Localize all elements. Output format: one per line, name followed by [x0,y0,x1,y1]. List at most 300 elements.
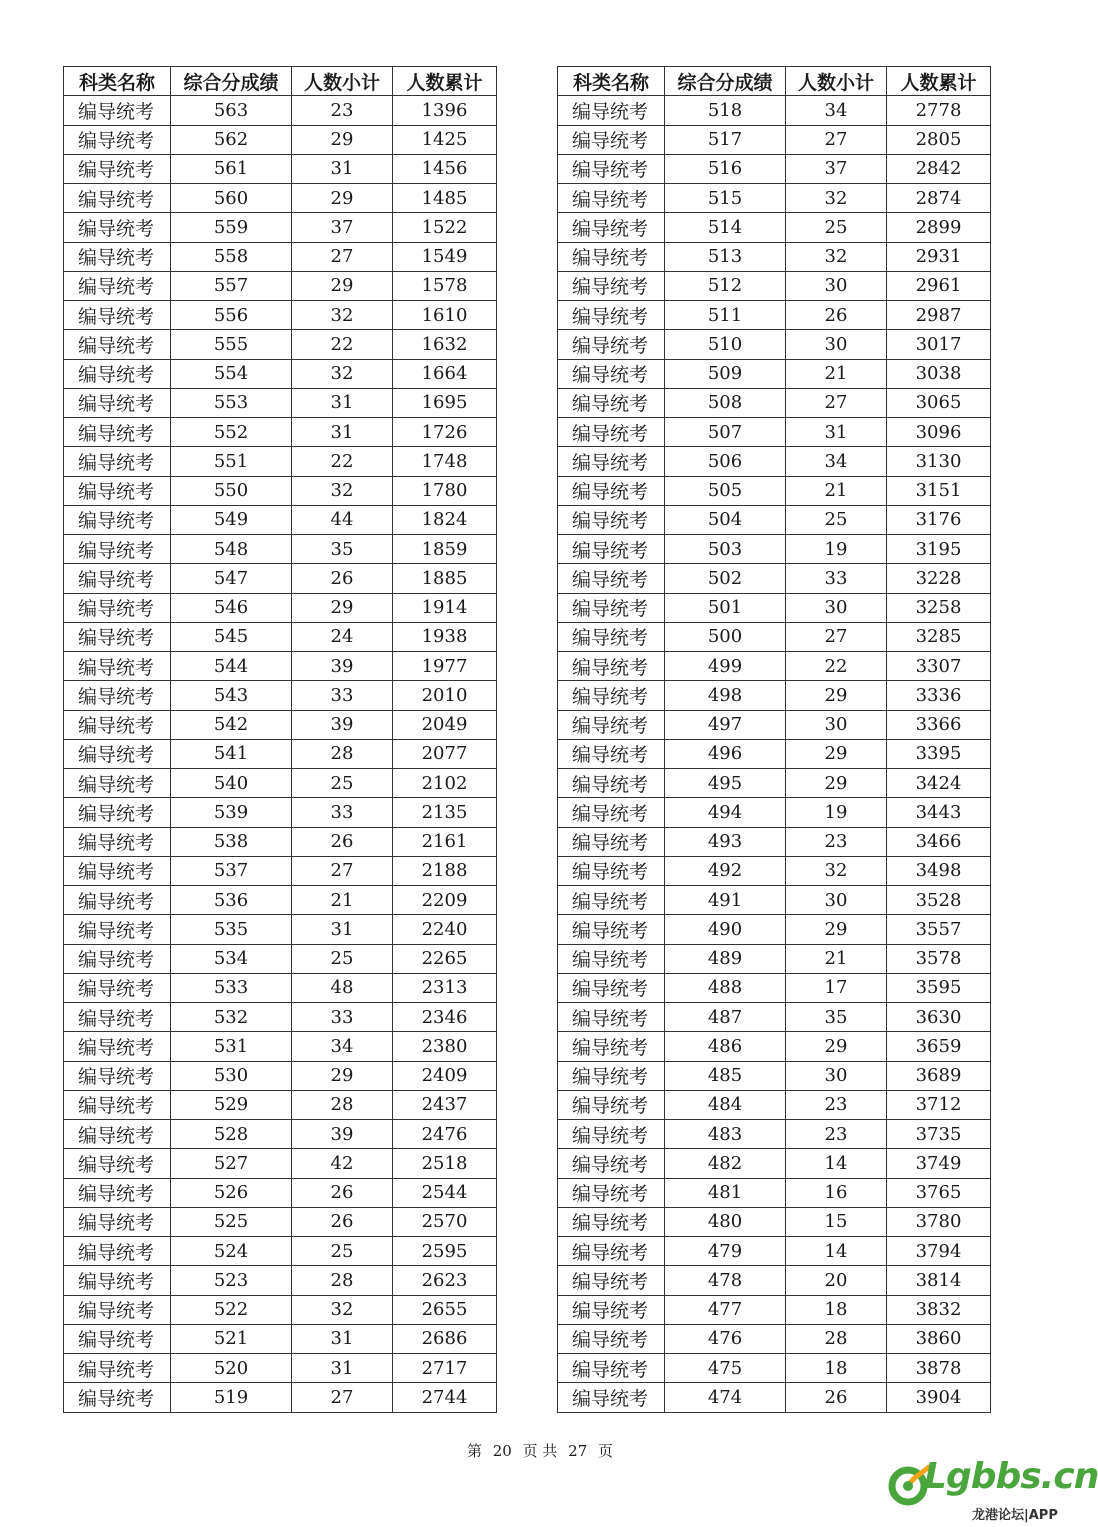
cell-score: 544 [171,652,292,681]
cell-count: 34 [292,1032,393,1061]
cell-cumulative: 2209 [393,886,497,915]
cell-cumulative: 2842 [887,154,991,183]
cell-cumulative: 2961 [887,271,991,300]
cell-cumulative: 3443 [887,798,991,827]
cell-category: 编导统考 [558,856,665,885]
footer-total-pages: 27 [568,1442,588,1460]
cell-cumulative: 2778 [887,96,991,125]
table-row [64,359,497,388]
cell-score: 533 [171,973,292,1002]
cell-count: 34 [786,447,887,476]
cell-score: 483 [665,1120,786,1149]
cell-score: 536 [171,886,292,915]
cell-count: 29 [786,769,887,798]
cell-score: 546 [171,593,292,622]
cell-cumulative: 1456 [393,154,497,183]
cell-cumulative: 2623 [393,1266,497,1295]
cell-count: 21 [786,359,887,388]
cell-category: 编导统考 [64,973,171,1002]
cell-count: 26 [292,1207,393,1236]
cell-count: 31 [292,1324,393,1353]
table-row [558,1266,991,1295]
table-row [558,1061,991,1090]
cell-category: 编导统考 [558,915,665,944]
table-row [558,330,991,359]
cell-score: 482 [665,1149,786,1178]
cell-category: 编导统考 [558,1383,665,1412]
table-row [64,242,497,271]
cell-cumulative: 1664 [393,359,497,388]
cell-category: 编导统考 [558,447,665,476]
cell-category: 编导统考 [558,944,665,973]
cell-count: 21 [292,886,393,915]
cell-score: 562 [171,125,292,154]
cell-count: 22 [292,330,393,359]
cell-category: 编导统考 [558,798,665,827]
cell-cumulative: 3780 [887,1207,991,1236]
cell-score: 522 [171,1295,292,1324]
cell-category: 编导统考 [558,622,665,651]
cell-count: 39 [292,652,393,681]
cell-category: 编导统考 [64,96,171,125]
table-row [558,1354,991,1383]
table-row [558,418,991,447]
cell-score: 491 [665,886,786,915]
cell-score: 506 [665,447,786,476]
cell-category: 编导统考 [64,388,171,417]
header-category: 科类名称 [558,67,665,96]
cell-category: 编导统考 [558,96,665,125]
cell-cumulative: 3659 [887,1032,991,1061]
table-row [64,535,497,564]
table-row [64,1354,497,1383]
cell-count: 26 [786,1383,887,1412]
table-row [558,593,991,622]
cell-score: 532 [171,1003,292,1032]
table-row [558,915,991,944]
cell-count: 29 [292,1061,393,1090]
cell-score: 520 [171,1354,292,1383]
cell-category: 编导统考 [64,915,171,944]
cell-cumulative: 3878 [887,1354,991,1383]
cell-category: 编导统考 [64,1207,171,1236]
table-row [64,973,497,1002]
cell-count: 29 [292,271,393,300]
cell-cumulative: 3336 [887,681,991,710]
table-row [558,652,991,681]
table-row [64,1383,497,1412]
cell-score: 563 [171,96,292,125]
cell-cumulative: 2899 [887,213,991,242]
table-row [64,886,497,915]
cell-score: 499 [665,652,786,681]
cell-score: 551 [171,447,292,476]
table-row [558,710,991,739]
table-row [558,622,991,651]
table-row [64,388,497,417]
cell-score: 517 [665,125,786,154]
cell-category: 编导统考 [64,125,171,154]
cell-category: 编导统考 [64,447,171,476]
table-row [558,856,991,885]
cell-count: 26 [292,827,393,856]
cell-score: 559 [171,213,292,242]
cell-cumulative: 2346 [393,1003,497,1032]
table-row [558,1237,991,1266]
cell-cumulative: 2102 [393,769,497,798]
cell-count: 23 [292,96,393,125]
cell-score: 547 [171,564,292,593]
cell-cumulative: 2240 [393,915,497,944]
table-row [64,301,497,330]
cell-category: 编导统考 [558,505,665,534]
cell-category: 编导统考 [558,710,665,739]
cell-category: 编导统考 [558,242,665,271]
cell-cumulative: 3307 [887,652,991,681]
cell-cumulative: 3151 [887,476,991,505]
cell-cumulative: 3765 [887,1178,991,1207]
table-row [558,359,991,388]
cell-count: 31 [292,915,393,944]
cell-cumulative: 1549 [393,242,497,271]
cell-cumulative: 3528 [887,886,991,915]
cell-count: 17 [786,973,887,1002]
cell-cumulative: 1914 [393,593,497,622]
cell-category: 编导统考 [558,827,665,856]
cell-category: 编导统考 [64,1032,171,1061]
cell-count: 32 [292,476,393,505]
cell-cumulative: 3366 [887,710,991,739]
cell-category: 编导统考 [558,1207,665,1236]
table-row [558,827,991,856]
cell-cumulative: 3749 [887,1149,991,1178]
cell-count: 29 [786,1032,887,1061]
cell-category: 编导统考 [64,1149,171,1178]
table-row [64,564,497,593]
table-row [64,271,497,300]
cell-category: 编导统考 [64,1003,171,1032]
cell-count: 34 [786,96,887,125]
cell-score: 508 [665,388,786,417]
cell-score: 515 [665,184,786,213]
cell-category: 编导统考 [64,213,171,242]
cell-cumulative: 2313 [393,973,497,1002]
cell-count: 37 [786,154,887,183]
cell-cumulative: 3832 [887,1295,991,1324]
cell-score: 481 [665,1178,786,1207]
cell-category: 编导统考 [558,1149,665,1178]
cell-cumulative: 2010 [393,681,497,710]
cell-score: 560 [171,184,292,213]
cell-category: 编导统考 [64,505,171,534]
cell-count: 32 [292,359,393,388]
cell-count: 28 [786,1324,887,1353]
cell-cumulative: 2409 [393,1061,497,1090]
watermark-text: Lgbbs.cn [924,1456,1098,1497]
cell-category: 编导统考 [64,622,171,651]
cell-category: 编导统考 [64,681,171,710]
cell-category: 编导统考 [64,827,171,856]
cell-category: 编导统考 [558,1266,665,1295]
cell-count: 14 [786,1149,887,1178]
cell-count: 35 [292,535,393,564]
cell-score: 489 [665,944,786,973]
cell-category: 编导统考 [558,1237,665,1266]
cell-score: 550 [171,476,292,505]
table-row [64,1324,497,1353]
cell-score: 485 [665,1061,786,1090]
cell-score: 475 [665,1354,786,1383]
cell-cumulative: 1522 [393,213,497,242]
cell-count: 32 [786,856,887,885]
cell-count: 30 [786,330,887,359]
cell-cumulative: 1396 [393,96,497,125]
cell-count: 25 [292,769,393,798]
cell-category: 编导统考 [558,652,665,681]
table-row [64,593,497,622]
cell-score: 529 [171,1090,292,1119]
cell-count: 32 [292,1295,393,1324]
cell-category: 编导统考 [558,359,665,388]
table-row [64,418,497,447]
cell-cumulative: 2265 [393,944,497,973]
cell-score: 518 [665,96,786,125]
cell-count: 30 [786,271,887,300]
cell-score: 530 [171,1061,292,1090]
cell-count: 30 [786,593,887,622]
cell-category: 编导统考 [558,125,665,154]
cell-count: 23 [786,1120,887,1149]
cell-cumulative: 3557 [887,915,991,944]
cell-count: 32 [292,301,393,330]
cell-score: 519 [171,1383,292,1412]
table-row [558,535,991,564]
cell-score: 538 [171,827,292,856]
cell-cumulative: 3017 [887,330,991,359]
table-row [64,710,497,739]
table-row [64,1003,497,1032]
cell-cumulative: 3904 [887,1383,991,1412]
cell-count: 39 [292,1120,393,1149]
cell-score: 558 [171,242,292,271]
cell-cumulative: 2544 [393,1178,497,1207]
cell-category: 编导统考 [558,1090,665,1119]
table-row [558,1090,991,1119]
cell-score: 541 [171,739,292,768]
cell-score: 535 [171,915,292,944]
footer-page-number: 20 [492,1442,512,1460]
cell-category: 编导统考 [64,535,171,564]
table-row [64,1032,497,1061]
cell-count: 25 [786,213,887,242]
cell-cumulative: 3130 [887,447,991,476]
cell-category: 编导统考 [64,1061,171,1090]
cell-cumulative: 1485 [393,184,497,213]
table-row [558,564,991,593]
cell-cumulative: 3285 [887,622,991,651]
cell-cumulative: 3689 [887,1061,991,1090]
table-row [64,96,497,125]
cell-count: 21 [786,944,887,973]
cell-score: 534 [171,944,292,973]
cell-count: 24 [292,622,393,651]
cell-score: 557 [171,271,292,300]
table-row [558,1003,991,1032]
cell-category: 编导统考 [64,184,171,213]
table-row [558,242,991,271]
header-count: 人数小计 [786,67,887,96]
table-row [64,827,497,856]
cell-score: 474 [665,1383,786,1412]
cell-cumulative: 3498 [887,856,991,885]
cell-score: 487 [665,1003,786,1032]
cell-category: 编导统考 [64,1120,171,1149]
cell-count: 26 [292,564,393,593]
cell-category: 编导统考 [64,739,171,768]
cell-score: 493 [665,827,786,856]
cell-cumulative: 3466 [887,827,991,856]
table-row [64,184,497,213]
cell-category: 编导统考 [558,301,665,330]
cell-score: 516 [665,154,786,183]
cell-count: 32 [786,184,887,213]
cell-cumulative: 3630 [887,1003,991,1032]
cell-category: 编导统考 [558,973,665,1002]
table-row [558,476,991,505]
cell-count: 18 [786,1295,887,1324]
cell-category: 编导统考 [64,710,171,739]
table-row [64,476,497,505]
cell-score: 527 [171,1149,292,1178]
table-row [558,447,991,476]
cell-count: 28 [292,739,393,768]
cell-category: 编导统考 [64,564,171,593]
table-row [64,447,497,476]
cell-count: 28 [292,1090,393,1119]
cell-cumulative: 2161 [393,827,497,856]
cell-category: 编导统考 [558,1061,665,1090]
cell-score: 543 [171,681,292,710]
cell-cumulative: 2686 [393,1324,497,1353]
cell-cumulative: 1695 [393,388,497,417]
cell-cumulative: 3258 [887,593,991,622]
cell-cumulative: 3038 [887,359,991,388]
table-row [64,505,497,534]
cell-score: 537 [171,856,292,885]
cell-count: 21 [786,476,887,505]
cell-count: 27 [292,1383,393,1412]
cell-count: 33 [292,798,393,827]
cell-count: 37 [292,213,393,242]
table-row [64,622,497,651]
table-row [64,798,497,827]
cell-category: 编导统考 [64,330,171,359]
table-row [558,1149,991,1178]
cell-score: 477 [665,1295,786,1324]
cell-score: 545 [171,622,292,651]
cell-cumulative: 3735 [887,1120,991,1149]
cell-count: 23 [786,827,887,856]
table-row [558,681,991,710]
table-row [558,154,991,183]
cell-count: 31 [292,1354,393,1383]
cell-count: 29 [786,681,887,710]
cell-category: 编导统考 [558,1032,665,1061]
cell-count: 39 [292,710,393,739]
cell-count: 29 [292,593,393,622]
cell-category: 编导统考 [558,681,665,710]
header-count: 人数小计 [292,67,393,96]
cell-cumulative: 3195 [887,535,991,564]
cell-cumulative: 2476 [393,1120,497,1149]
cell-score: 514 [665,213,786,242]
table-row [64,1295,497,1324]
cell-cumulative: 2188 [393,856,497,885]
cell-count: 27 [292,242,393,271]
table-row [558,213,991,242]
table-row [558,505,991,534]
cell-category: 编导统考 [558,330,665,359]
cell-cumulative: 1885 [393,564,497,593]
cell-score: 503 [665,535,786,564]
table-row [64,1207,497,1236]
table-row [64,1178,497,1207]
cell-score: 511 [665,301,786,330]
cell-count: 48 [292,973,393,1002]
cell-count: 15 [786,1207,887,1236]
table-row [64,330,497,359]
cell-cumulative: 3424 [887,769,991,798]
footer-middle: 页 共 [522,1442,558,1460]
cell-cumulative: 3860 [887,1324,991,1353]
cell-count: 16 [786,1178,887,1207]
cell-category: 编导统考 [558,593,665,622]
table-row [558,739,991,768]
cell-score: 525 [171,1207,292,1236]
table-row [64,1061,497,1090]
cell-count: 27 [292,856,393,885]
cell-cumulative: 2518 [393,1149,497,1178]
cell-score: 480 [665,1207,786,1236]
cell-score: 523 [171,1266,292,1295]
cell-cumulative: 2380 [393,1032,497,1061]
cell-score: 524 [171,1237,292,1266]
cell-count: 26 [786,301,887,330]
cell-score: 528 [171,1120,292,1149]
table-row [64,1266,497,1295]
cell-count: 26 [292,1178,393,1207]
table-row [64,739,497,768]
cell-score: 500 [665,622,786,651]
cell-category: 编导统考 [64,1178,171,1207]
cell-count: 25 [292,944,393,973]
table-row [64,213,497,242]
cell-count: 27 [786,125,887,154]
cell-cumulative: 1578 [393,271,497,300]
cell-count: 28 [292,1266,393,1295]
cell-category: 编导统考 [558,154,665,183]
table-row [64,944,497,973]
cell-category: 编导统考 [558,184,665,213]
table-row [558,1032,991,1061]
footer-prefix: 第 [466,1442,482,1460]
cell-count: 29 [292,184,393,213]
cell-score: 555 [171,330,292,359]
cell-score: 507 [665,418,786,447]
cell-count: 31 [786,418,887,447]
cell-score: 504 [665,505,786,534]
cell-score: 526 [171,1178,292,1207]
